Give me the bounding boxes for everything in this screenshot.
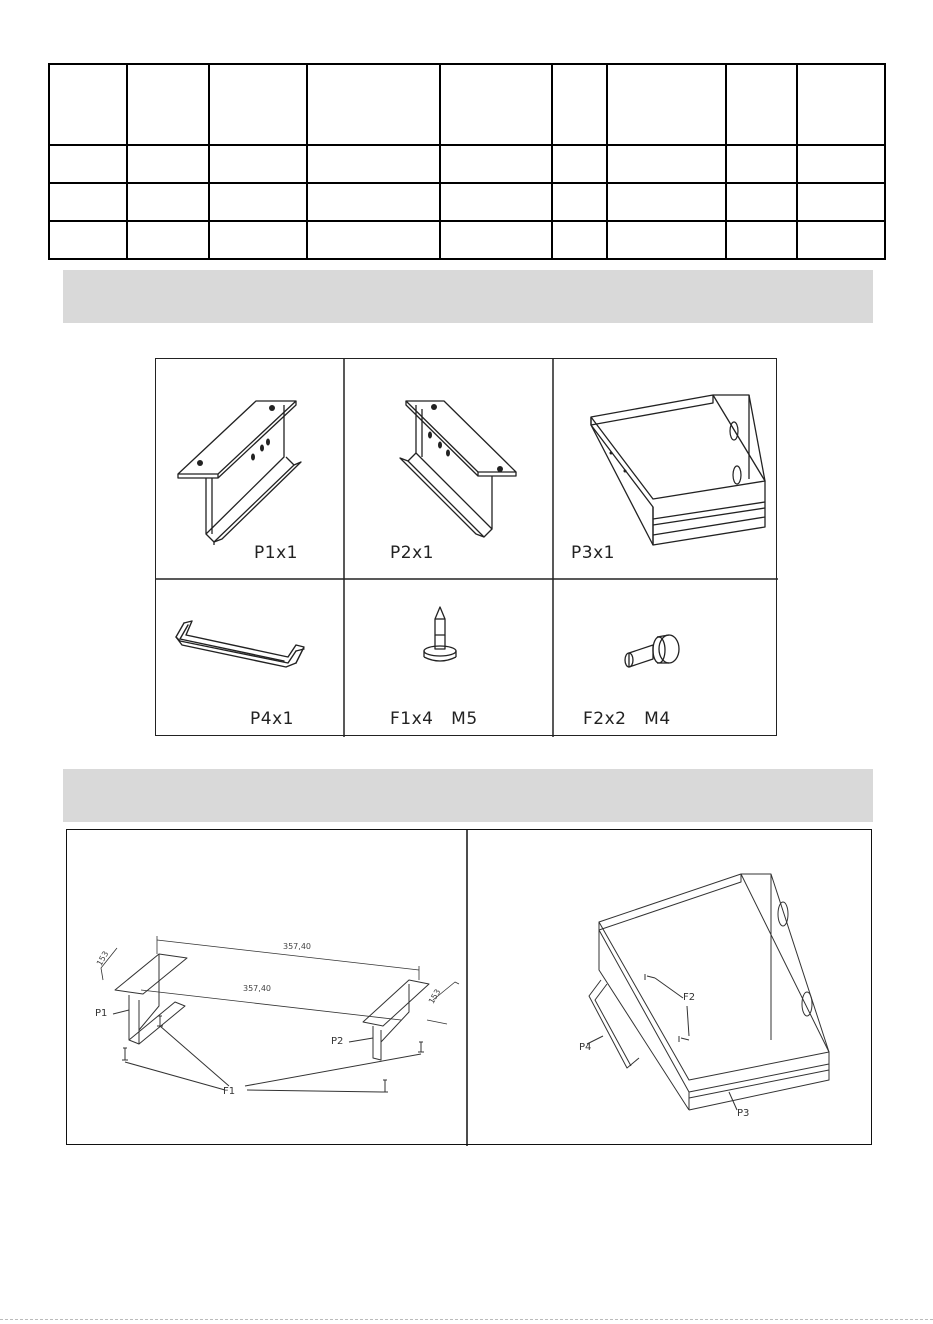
table-cell: [607, 64, 726, 145]
table-cell: [307, 183, 440, 221]
table-cell: [797, 221, 885, 259]
assembly-step-1: [67, 830, 467, 1146]
part-label-f1: F1x4 M5: [390, 709, 478, 729]
part-cell-f2: [553, 579, 778, 737]
table-cell: [440, 221, 552, 259]
table-cell: [127, 221, 209, 259]
bracket-right-icon: [344, 359, 553, 579]
section-header-band-parts: [63, 270, 873, 323]
table-cell: [726, 221, 797, 259]
table-cell: [49, 183, 127, 221]
table-cell: [49, 145, 127, 183]
part-cell-p3: [553, 359, 778, 579]
table-cell: [607, 183, 726, 221]
table-cell: [552, 64, 607, 145]
bracket-left-icon: [156, 359, 344, 579]
part-label-p4: P4x1: [250, 709, 294, 729]
part-label-p3: P3x1: [571, 543, 615, 563]
table-cell: [607, 221, 726, 259]
table-cell: [49, 64, 127, 145]
parts-grid: [155, 358, 777, 736]
table-cell: [127, 183, 209, 221]
table-cell: [552, 221, 607, 259]
callout-p2: P2: [331, 1036, 344, 1047]
callout-p3: P3: [737, 1108, 750, 1119]
part-label-p1: P1x1: [254, 543, 298, 563]
table-cell: [209, 221, 307, 259]
table-cell: [797, 64, 885, 145]
table-cell: [209, 64, 307, 145]
table-cell: [797, 145, 885, 183]
table-cell: [726, 145, 797, 183]
table-cell: [209, 183, 307, 221]
part-label-f2: F2x2 M4: [583, 709, 671, 729]
assembly-panels: [66, 829, 872, 1145]
table-cell: [127, 145, 209, 183]
dimension-left: 153: [94, 949, 111, 968]
table-cell: [552, 183, 607, 221]
part-label-p2: P2x1: [390, 543, 434, 563]
table-cell: [440, 183, 552, 221]
table-cell: [307, 221, 440, 259]
part-cell-p1: [156, 359, 344, 579]
table-cell: [307, 145, 440, 183]
part-cell-p2: [344, 359, 553, 579]
callout-f1: F1: [223, 1086, 236, 1097]
spec-table: [48, 63, 886, 260]
table-cell: [440, 145, 552, 183]
page-bottom-rule: [0, 1319, 933, 1320]
table-cell: [607, 145, 726, 183]
table-cell: [307, 64, 440, 145]
part-cell-p4: [156, 579, 344, 737]
dimension-right: 153: [426, 987, 443, 1006]
table-cell: [49, 221, 127, 259]
table-cell: [726, 64, 797, 145]
dimension-top: 357,40: [283, 942, 311, 951]
table-cell: [552, 145, 607, 183]
table-cell: [127, 64, 209, 145]
part-cell-f1: [344, 579, 553, 737]
dimension-bottom: 357,40: [243, 984, 271, 993]
table-cell: [209, 145, 307, 183]
table-cell: [440, 64, 552, 145]
drawer-handle-diagram: [467, 830, 873, 1146]
section-header-band-assembly: [63, 769, 873, 822]
callout-f2: F2: [683, 992, 696, 1003]
table-cell: [797, 183, 885, 221]
callout-p4: P4: [579, 1042, 592, 1053]
assembly-step-2: [467, 830, 873, 1146]
callout-p1: P1: [95, 1008, 108, 1019]
table-cell: [726, 183, 797, 221]
